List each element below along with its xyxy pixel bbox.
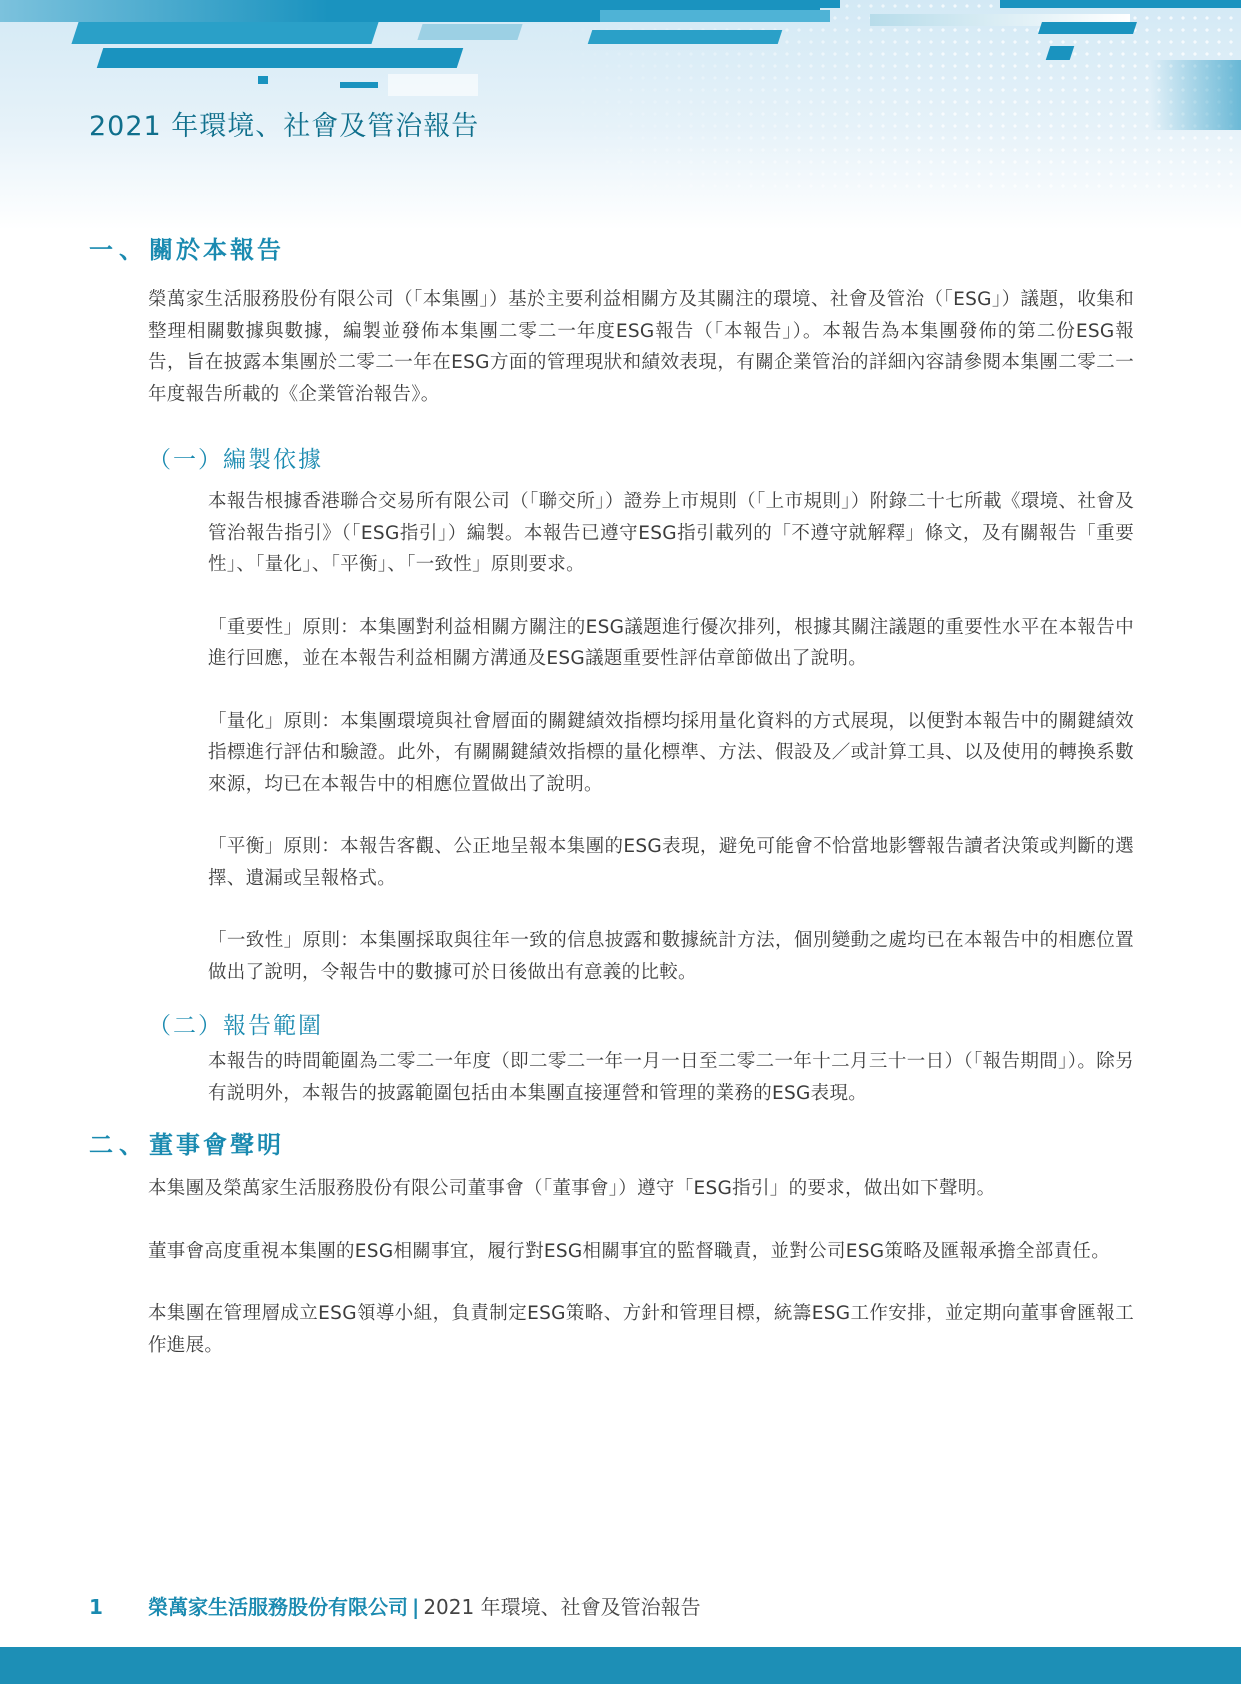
decor-stripe: [417, 24, 522, 40]
footer-company-name: 榮萬家生活服務股份有限公司: [148, 1595, 408, 1619]
header-banner: [0, 0, 1241, 230]
section-heading-board-statement: [89, 1123, 1134, 1167]
decor-stripe: [780, 0, 840, 8]
section-number: 二、: [89, 1131, 149, 1159]
board-statement-paragraph: 本集團及榮萬家生活服務股份有限公司董事會（「董事會」）遵守「ESG指引」的要求，做出如下聲明。: [148, 1178, 996, 1199]
esg-leadership-paragraph: 本集團在管理層成立ESG領導小組，負責制定ESG策略、方針和管理目標，統籌ESG工作安排，並定期向董事會匯報工作進展。: [148, 1303, 1134, 1356]
bottom-color-bar: [0, 1647, 1241, 1684]
materiality-principle-paragraph: 「重要性」原則：本集團對利益相關方關注的ESG議題進行優次排列，根據其關注議題的重要性水平在本報告中進行回應，並在本報告利益相關方溝通及ESG議題重要性評估章節做出了說明。: [208, 616, 1134, 669]
main-content: [89, 228, 1134, 1361]
decor-stripe: [388, 74, 478, 96]
consistency-principle-paragraph: 「一致性」原則：本集團採取與往年一致的信息披露和數據統計方法，個別變動之處均已在本報告中的相應位置做出了說明，令報告中的數據可於日後做出有意義的比較。: [208, 930, 1134, 983]
basis-paragraph: 本報告根據香港聯合交易所有限公司（「聯交所」）證券上市規則（「上市規則」）附錄二十七所載《環境、社會及管治報告指引》（「ESG指引」）編製。本報告已遵守ESG指引載列的「不遵守就解釋」條文，及有關報告「重要性」、「量化」、「平衡」、「一致性」原則要求。: [208, 491, 1134, 575]
balance-principle-paragraph: 「平衡」原則：本報告客觀、公正地呈報本集團的ESG表現，避免可能會不恰當地影響報告讀者決策或判斷的選擇、遺漏或呈報格式。: [208, 836, 1134, 889]
decor-stripe: [588, 30, 783, 44]
page-number: 1: [89, 1595, 103, 1619]
section-number: 一、: [89, 236, 149, 264]
section-heading-about-report: [89, 228, 1134, 272]
section-title: 關於本報告: [149, 236, 284, 264]
board-responsibility-paragraph: 董事會高度重視本集團的ESG相關事宜，履行對ESG相關事宜的監督職責，並對公司ESG策略及匯報承擔全部責任。: [148, 1240, 1111, 1262]
scope-paragraph: 本報告的時間範圍為二零二一年度（即二零二一年一月一日至二零二一年十二月三十一日）（「報告期間」）。除另有説明外，本報告的披露範圍包括由本集團直接運營和管理的業務的ESG表現。: [208, 1051, 1134, 1104]
dot-pattern: [541, 0, 1241, 190]
decor-stripe: [97, 48, 463, 68]
decor-stripe: [1046, 46, 1075, 60]
decor-stripe: [258, 76, 268, 84]
footer-report-title: 2021 年環境、社會及管治報告: [423, 1595, 701, 1619]
decor-stripe: [1000, 0, 1241, 8]
decor-stripe: [340, 82, 378, 88]
document-title: 2021 年環境、社會及管治報告: [89, 111, 480, 142]
decor-stripe: [1038, 22, 1137, 34]
decor-stripe: [600, 10, 830, 22]
footer-separator: |: [412, 1595, 420, 1619]
subsection-heading-scope: （二）報告範圍: [148, 1013, 323, 1039]
subsection-heading-basis: （一）編製依據: [148, 447, 323, 473]
section-title: 董事會聲明: [149, 1131, 284, 1159]
decor-stripe: [1150, 60, 1241, 130]
page-footer: [89, 1591, 701, 1623]
quantitative-principle-paragraph: 「量化」原則：本集團環境與社會層面的關鍵績效指標均採用量化資料的方式展現，以便對本報告中的關鍵績效指標進行評估和驗證。此外，有關關鍵績效指標的量化標準、方法、假設及／或計算工具、以及使用的轉換系數來源，均已在本報告中的相應位置做出了說明。: [208, 710, 1134, 795]
about-report-paragraph: 榮萬家生活服務股份有限公司（「本集團」）基於主要利益相關方及其關注的環境、社會及管治（「ESG」）議題，收集和整理相關數據與數據，編製並發佈本集團二零二一年度ESG報告（「本報告」）。本報告為本集團發佈的第二份ESG報告，旨在披露本集團於二零二一年在ESG方面的管理現狀和績效表現，有關企業管治的詳細內容請參閱本集團二零二一年度報告所載的《企業管治報告》。: [148, 289, 1134, 405]
decor-stripe: [71, 22, 378, 44]
